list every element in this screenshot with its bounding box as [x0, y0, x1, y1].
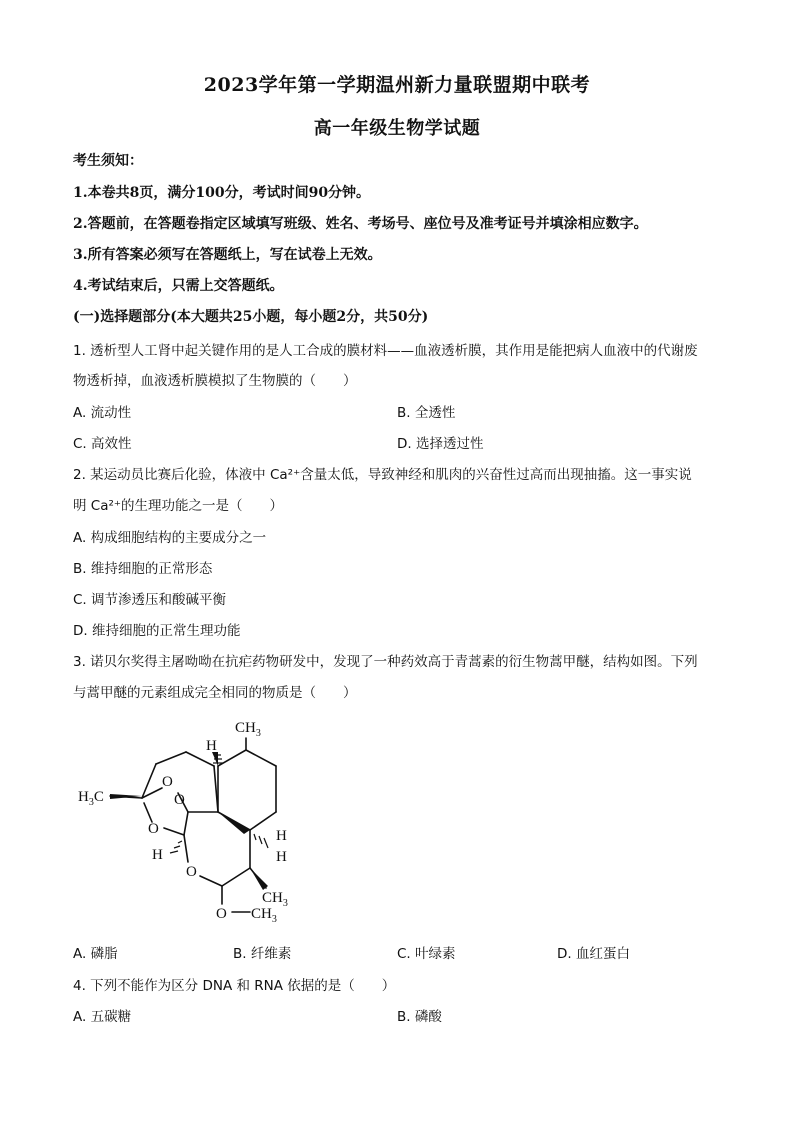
- notice-heading: 考生须知：: [73, 153, 143, 169]
- atom-label-o: O: [174, 792, 185, 808]
- bond: [184, 812, 188, 835]
- question-1-option-c[interactable]: C. 高效性: [73, 436, 132, 452]
- question-1-option-a[interactable]: A. 流动性: [73, 405, 132, 421]
- atom-label-o: O: [186, 864, 197, 880]
- atom-label-ch3: $CH_3$: [262, 890, 288, 909]
- atom-label-h: H: [152, 847, 163, 863]
- question-3-option-a[interactable]: A. 磷脂: [73, 946, 118, 962]
- question-1-option-b[interactable]: B. 全透性: [397, 405, 456, 421]
- question-2-option-c[interactable]: C. 调节渗透压和酸碱平衡: [73, 592, 227, 608]
- notice-item: 4.考试结束后，只需上交答题纸。: [73, 278, 284, 294]
- atom-label-h3c: $H_3C$: [78, 789, 104, 808]
- notice-item: 1.本卷共8页，满分100分，考试时间90分钟。: [73, 185, 371, 201]
- notice-item: 2.答题前，在答题卷指定区域填写班级、姓名、考场号、座位号及准考证号并填涂相应数字。: [73, 216, 648, 232]
- atom-label-h: H: [276, 828, 287, 844]
- section-heading: (一)选择题部分(本大题共25小题，每小题2分，共50分): [73, 309, 429, 325]
- question-2-option-d[interactable]: D. 维持细胞的正常生理功能: [73, 623, 241, 639]
- bond: [164, 828, 184, 835]
- bond: [144, 803, 152, 822]
- bond: [250, 812, 276, 830]
- question-3-stem: 3. 诺贝尔奖得主屠呦呦在抗疟药物研发中，发现了一种药效高于青蒿素的衍生物蒿甲醚，结构如图。下列: [73, 654, 698, 670]
- question-4-option-b[interactable]: B. 磷酸: [397, 1009, 442, 1025]
- wedge-bond: [250, 868, 268, 890]
- question-2-option-b[interactable]: B. 维持细胞的正常形态: [73, 561, 213, 577]
- exam-title: 2023学年第一学期温州新力量联盟期中联考: [203, 74, 591, 96]
- question-2-option-a[interactable]: A. 构成细胞结构的主要成分之一: [73, 530, 267, 546]
- question-3-option-d[interactable]: D. 血红蛋白: [557, 946, 630, 962]
- bond: [246, 750, 276, 766]
- question-1-stem: 物透析掉，血液透析膜模拟了生物膜的（ ）: [73, 373, 357, 389]
- atom-label-o: O: [148, 821, 159, 837]
- notice-item: 3.所有答案必须写在答题纸上，写在试卷上无效。: [73, 247, 382, 263]
- atom-label-ch3: $CH_3$: [235, 720, 261, 739]
- bond: [186, 752, 214, 766]
- question-3-option-b[interactable]: B. 纤维素: [233, 946, 292, 962]
- bond: [222, 868, 250, 886]
- question-3-option-c[interactable]: C. 叶绿素: [397, 946, 456, 962]
- atom-label-o: O: [216, 906, 227, 922]
- question-2-stem: 2. 某运动员比赛后化验，体液中 Ca²⁺含量太低，导致神经和肌肉的兴奋性过高而出现抽搐。这一事实说: [73, 467, 692, 483]
- atom-label-ch3: $CH_3$: [251, 906, 277, 925]
- question-1-stem: 1. 透析型人工肾中起关键作用的是人工合成的膜材料——血液透析膜，其作用是能把病人血液中的代谢废: [73, 343, 698, 359]
- artemether-structure-diagram: [70, 712, 310, 932]
- bond: [184, 835, 188, 862]
- wedge-bond: [218, 812, 250, 834]
- question-2-stem: 明 Ca²⁺的生理功能之一是（ ）: [73, 498, 284, 514]
- exam-subtitle: 高一年级生物学试题: [313, 118, 481, 139]
- atom-label-h: H: [206, 738, 217, 754]
- atom-label-h: H: [276, 849, 287, 865]
- question-4-option-a[interactable]: A. 五碳糖: [73, 1009, 132, 1025]
- atom-label-o: O: [162, 774, 173, 790]
- question-4-stem: 4. 下列不能作为区分 DNA 和 RNA 依据的是（ ）: [73, 978, 396, 994]
- bond: [156, 752, 186, 764]
- question-3-stem: 与蒿甲醚的元素组成完全相同的物质是（ ）: [73, 685, 357, 701]
- question-1-option-d[interactable]: D. 选择透过性: [397, 436, 484, 452]
- bond: [200, 876, 222, 886]
